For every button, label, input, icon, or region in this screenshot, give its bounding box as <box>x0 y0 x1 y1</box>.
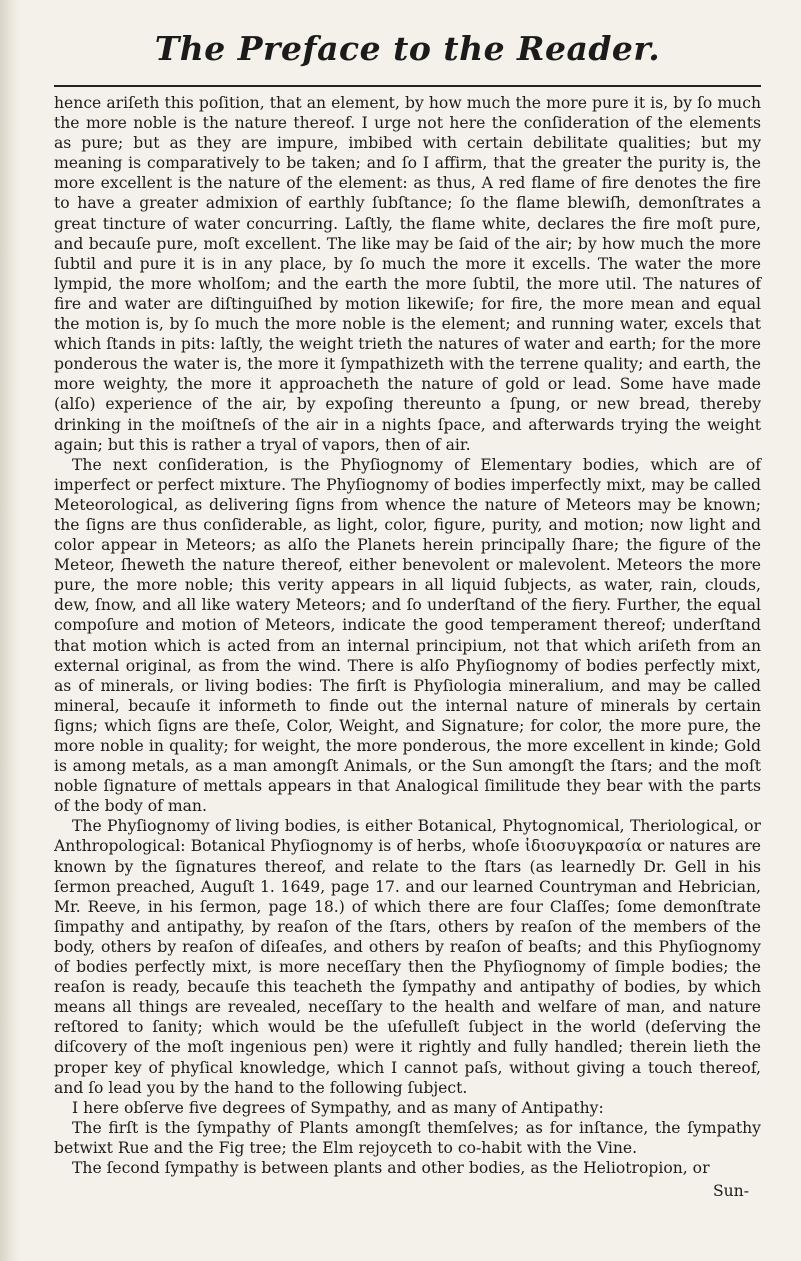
paragraph-first-sympathy: The firſt is the ſympathy of Plants amongſt themſelves; as for inſtance, the ſympathy betwixt Rue and the Fig tree; the Elm rejoyceth to co-habit with the Vine. <box>54 1118 761 1157</box>
paragraph-degrees-of-sympathy: I here obſerve five degrees of Sympathy, and as many of Antipathy: <box>72 1098 604 1117</box>
paragraph-living-bodies: The Phyſiognomy of living bodies, is either Botanical, Phytognomical, Theriological, or Anthropological: Botanical Phyſiognomy is of herbs, whoſe ἰδιοσυγκρασία or natures are known by the ſignatures thereof, and relate to the ſtars (as learnedly Dr. Gell in his ſermon preached, Auguſt 1. 1649, page 17. and our learned Countryman and Hebrician, Mr. Reeve, in his ſermon, page 18.) of which there are four Claſſes; ſome demonſtrate ſimpathy and antipathy, by reaſon of the ſtars, others by reaſon of the members of the body, others by reaſon of diſeaſes, and others by reaſon of beaſts; and this Phyſiognomy of bodies perfectly mixt, is more neceſſary then the Phyſiognomy of ſimple bodies; the reaſon is ready, becauſe this teacheth the ſympathy and antipathy of bodies, by which means all things are revealed, neceſſary to the health and welfare of man, and nature reſtored to ſanity; which would be the uſefulleſt ſubject in the world (deſerving the diſcovery of the moſt ingenious pen) were it rightly and fully handled; therein lieth the proper key of phyſical knowledge, which I cannot paſs, without giving a touch thereof, and ſo lead you by the hand to the following ſubject. <box>54 817 761 1097</box>
paragraph-elements: hence ariſeth this poſition, that an element, by how much the more pure it is, by ſo much the more noble is the nature thereof. I urge not here the conſideration of the elements as pure; but as they are impure, imbibed with certain debilitate qualities; but my meaning is comparatively to be taken; and ſo I affirm, that the greater the purity is, the more excellent is the nature of the element: as thus, A red flame of fire denotes the fire to have a greater admixion of earthly ſubſtance; ſo the flame blewiſh, demonſtrates a great tincture of water concurring. Laſtly, the flame white, declares the fire moſt pure, and becauſe pure, moſt excellent. The like may be ſaid of the air; by how much the more ſubtil and pure it is in any place, by ſo much the more it excells. The water the more lympid, the more wholſom; and the earth the more ſubtil, the more util. The natures of fire and water are diſtinguiſhed by motion likewiſe; for fire, the more mean and equal the motion is, by ſo much the more noble is the element; and running water, excels that which ſtands in pits: laſtly, the weight trieth the natures of water and earth; for the more ponderous the water is, the more it ſympathizeth with the terrene quality; and earth, the more weighty, the more it approacheth the nature of gold or lead. Some have made (alſo) experience of the air, by expoſing thereunto a ſpung, or new bread, thereby drinking in the moiſtneſs of the air in a nights ſpace, and afterwards trying the weight again; but this is rather a tryal of vapors, then of air. <box>54 94 761 454</box>
body-text <box>54 93 761 1178</box>
paragraph-elementary-bodies: The next conſideration, is the Phyſiognomy of Elementary bodies, which are of imperfect or perfect mixture. The Phyſiognomy of bodies imperfectly mixt, may be called Meteorological, as delivering ſigns from whence the nature of Meteors may be known; the ſigns are thus conſiderable, as light, color, figure, purity, and motion; now light and color appear in Meteors; as alſo the Planets herein principally ſhare; the figure of the Meteor, ſheweth the nature thereof, either benevolent or malevolent. Meteors the more pure, the more noble; this verity appears in all liquid ſubjects, as water, rain, clouds, dew, ſnow, and all like watery Meteors; and ſo underſtand of the fiery. Further, the equal compoſure and motion of Meteors, indicate the good temperament thereof; underſtand that motion which is acted from an internal principium, not that which ariſeth from an external original, as from the wind. There is alſo Phyſiognomy of bodies perfectly mixt, as of minerals, or living bodies: The firſt is Phyſiologia mineralium, and may be called mineral, becauſe it informeth to finde out the internal nature of minerals by certain ſigns; which ſigns are theſe, Color, Weight, and Signature; for color, the more pure, the more noble in quality; for weight, the more ponderous, the more excellent in kinde; Gold is among metals, as a man amongſt Animals, or the Sun amongſt the ſtars; and the moſt noble ſignature of mettals appears in that Analogical ſimilitude they bear with the parts of the body of man. <box>54 455 761 816</box>
paragraph-second-sympathy: The ſecond ſympathy is between plants and other bodies, as the Heliotropion, or <box>72 1158 710 1177</box>
catchword: Sun- <box>712 1182 749 1201</box>
header-rule <box>54 85 761 87</box>
running-head: The Preface to the Reader. <box>154 29 661 68</box>
page-binding-shadow <box>0 0 20 1261</box>
